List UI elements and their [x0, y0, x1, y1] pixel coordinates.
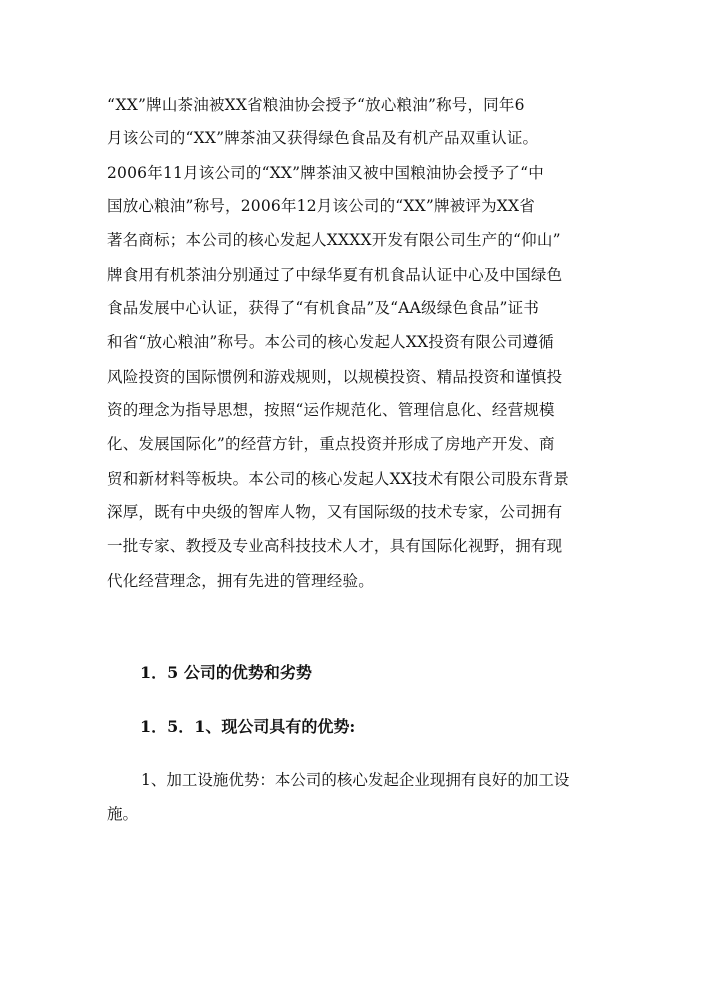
body-line: 牌食用有机茶油分别通过了中绿华夏有机食品认证中心及中国绿色 [107, 266, 563, 284]
body-line: 食品发展中心认证，获得了“有机食品”及“AA级绿色食品”证书 [107, 299, 540, 317]
list-item-line: 施。 [107, 805, 139, 823]
section-heading: 1．5 公司的优势和劣势 [140, 663, 312, 682]
body-line: 和省“放心粮油”称号。本公司的核心发起人XX投资有限公司遵循 [107, 333, 554, 351]
body-line: 贸和新材料等板块。本公司的核心发起人XX技术有限公司股东背景 [107, 470, 570, 488]
body-line: 一批专家、教授及专业高科技技术人才，具有国际化视野，拥有现 [107, 537, 563, 555]
body-line: 风险投资的国际惯例和游戏规则，以规模投资、精品投资和谨慎投 [107, 368, 563, 386]
body-line: “XX”牌山茶油被XX省粮油协会授予“放心粮油”称号，同年6 [107, 96, 525, 114]
list-item-line: 1、加工设施优势：本公司的核心发起企业现拥有良好的加工设 [141, 771, 570, 789]
body-line: 深厚，既有中央级的智库人物，又有国际级的技术专家，公司拥有 [107, 503, 563, 521]
subsection-heading: 1．5．1、现公司具有的优势: [140, 717, 356, 736]
body-line: 资的理念为指导思想，按照“运作规范化、管理信息化、经营规模 [107, 401, 555, 419]
body-line: 2006年11月该公司的“XX”牌茶油又被中国粮油协会授予了“中 [107, 164, 544, 182]
body-line: 著名商标；本公司的核心发起人XXXX开发有限公司生产的“仰山” [107, 231, 561, 249]
body-line: 月该公司的“XX”牌茶油又获得绿色食品及有机产品双重认证。 [107, 129, 539, 147]
body-line: 化、发展国际化”的经营方针，重点投资并形成了房地产开发、商 [107, 435, 555, 453]
body-line: 国放心粮油”称号，2006年12月该公司的“XX”牌被评为XX省 [107, 197, 535, 215]
body-line: 代化经营理念，拥有先进的管理经验。 [107, 572, 374, 590]
